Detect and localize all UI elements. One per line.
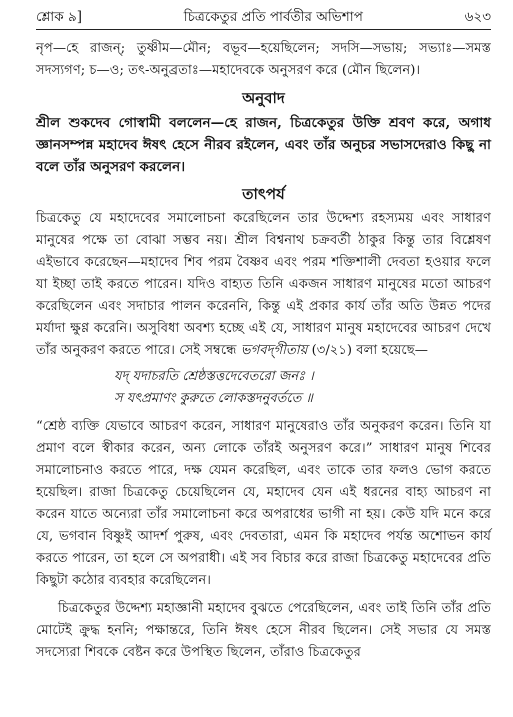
purport-paragraph-1-text: চিত্রকেতু যে মহাদেবের সমালোচনা করেছিলেন তার উদ্দেশ্য রহস্যময় এবং সাধারণ মানুষের পক্ষে তা বোঝা সম্ভব নয়। শ্রীল বিশ্বনাথ চক্রবর্তী ঠাকুর কিন্তু তার বিশ্লেষণ এইভাবে করেছেন—মহাদেব শিব পরম বৈষ্ণব এবং পরম শক্তিশালী দেবতা হওয়ার ফলে যা ইচ্ছা তাই করতে পারেন। যদিও বাহ্যত তিনি একজন সাধারণ মানুষের মতো আচরণ করেছিলেন এবং সদাচার পালন করেননি, কিন্তু এই প্রকার কার্য তাঁর অতি উন্নত পদের মর্যাদা ক্ষুণ্ণ করেনি। অসুবিধা অবশ্য হচ্ছে এই যে, সাধারণ মানুষ মহাদেবের আচরণ দেখে তাঁর অনুকরণ করতে পারে। <box>36 211 491 358</box>
verse-reference: শ্লোক ৯] <box>36 9 82 25</box>
header-rule <box>36 29 491 30</box>
quoted-verse <box>114 366 491 410</box>
chapter-title: চিত্রকেতুর প্রতি পার্বতীর অভিশাপ <box>183 9 363 25</box>
reference-book-title: ভগবদ্‌গীতায় <box>240 343 308 358</box>
purport-paragraph-3: চিত্রকেতুর উদ্দেশ্য মহাজ্ঞানী মহাদেব বুঝতে পেরেছিলেন, এবং তাই তিনি তাঁর প্রতি মোটেই ক্রুদ্ধ হননি; পক্ষান্তরে, তিনি ঈষৎ হেসে নীরব ছিলেন। সেই সভার যে সমস্ত সদস্যেরা শিবকে বেষ্টন করে উপস্থিত ছিলেন, তাঁরাও চিত্রকেতুর <box>36 601 491 660</box>
verse-line-2: স যৎপ্রমাণং কুরুতে লোকস্তদনুবর্ততে ॥ <box>114 391 313 406</box>
purport-paragraph-1 <box>36 208 491 362</box>
purport-heading: তাৎপর্য <box>242 185 285 203</box>
translation-heading: অনুবাদ <box>242 89 285 107</box>
synonyms-paragraph: নৃপ—হে রাজন্; তুষ্ণীম—মৌন; বভূব—হয়েছিলেন; সদসি—সভায়; সভ্যাঃ—সমস্ত সদস্যগণ; চ—ও; তৎ-অনুব্রতাঃ—মহাদেবকে অনুসরণ করে (মৌন ছিলেন)। <box>36 41 491 78</box>
purport-paragraph-2: “শ্রেষ্ঠ ব্যক্তি যেভাবে আচরণ করেন, সাধারণ মানুষেরাও তাঁর অনুকরণ করেন। তিনি যা প্রমাণ বলে স্বীকার করেন, অন্য লোকে তাঁরই অনুসরণ করে।” সাধারণ মানুষ শিবের সমালোচনাও করতে পারে, দক্ষ যেমন করেছিল, এবং তাকে তার ফলও ভোগ করতে হয়েছিল। রাজা চিত্রকেতু চেয়েছিলেন যে, মহাদেব যেন এই ধরনের বাহ্য আচরণ না করেন যাতে অন্যেরা তাঁর সমালোচনা করে অপরাধের ভাগী না হয়। কেউ যদি মনে করে যে, ভগবান বিষ্ণুই আদর্শ পুরুষ, এবং দেবতারা, এমন কি মহাদেব পর্যন্ত অশোভন কার্য করতে পারেন, তা হলে সে অপরাধী। এই সব বিচার করে রাজা চিত্রকেতু মহাদেবের প্রতি কিছুটা কঠোর ব্যবহার করেছিলেন। <box>36 419 491 588</box>
reference-prefix: সেই সম্বন্ধে <box>179 343 241 358</box>
page-number: ৬২৩ <box>464 9 491 25</box>
reference-suffix: (৩/২১) বলা হয়েছে— <box>307 343 428 358</box>
verse-line-1: যদ্ যদাচরতি শ্রেষ্ঠস্তত্তদেবেতরো জনঃ । <box>114 369 314 384</box>
translation-paragraph: শ্রীল শুকদেব গোস্বামী বললেন—হে রাজন, চিত্রকেতুর উক্তি শ্রবণ করে, অগাধ জ্ঞানসম্পন্ন মহাদেব ঈষৎ হেসে নীরব রইলেন, এবং তাঁর অনুচর সভাসদেরাও কিছু না বলে তাঁর অনুসরণ করলেন। <box>36 115 491 175</box>
running-header <box>36 6 491 24</box>
